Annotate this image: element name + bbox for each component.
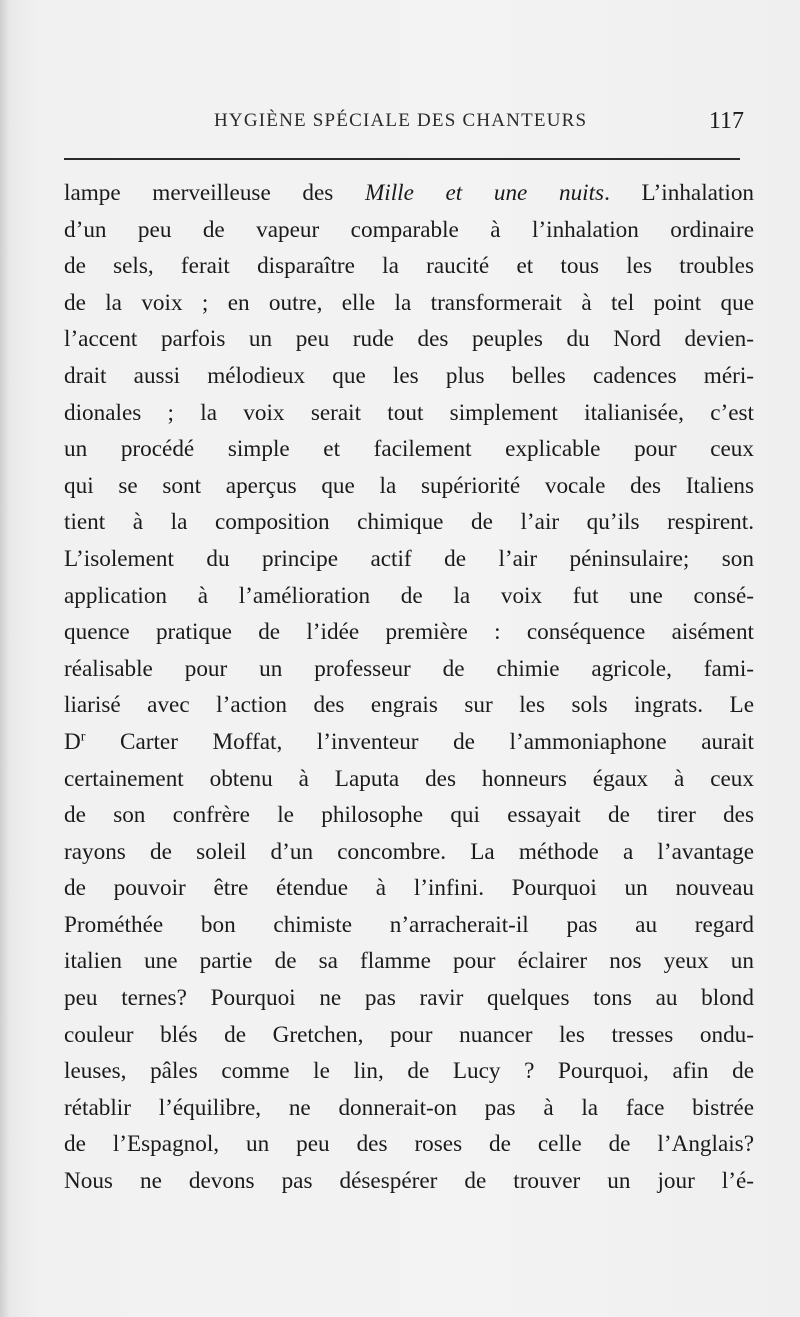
text-line: qui se sont aperçus que la supériorité vocale des Italiens	[64, 472, 754, 499]
text-line: drait aussi mélodieux que les plus belles cadences méri-	[64, 362, 754, 389]
text-line: rayons de soleil d’un concombre. La méthode a l’avantage	[64, 838, 754, 865]
book-title: Mille et une nuits	[364, 180, 605, 206]
text-line: d’un peu de vapeur comparable à l’inhalation ordinaire	[64, 216, 754, 243]
running-title: HYGIÈNE SPÉCIALE DES CHANTEURS	[214, 110, 588, 131]
text-line: italien une partie de sa flamme pour éclairer nos yeux un	[64, 948, 754, 975]
text-line: quence pratique de l’idée première : conséquence aisément	[64, 619, 754, 646]
text-line: leuses, pâles comme le lin, de Lucy ? Pourquoi, afin de	[64, 1058, 754, 1085]
text-line: de sels, ferait disparaître la raucité et tous les troubles	[64, 253, 754, 280]
text-line: certainement obtenu à Laputa des honneurs égaux à ceux	[64, 765, 754, 792]
text-line: Nous ne devons pas désespérer de trouver un jour l’é-	[64, 1168, 754, 1195]
text-line: de pouvoir être étendue à l’infini. Pourquoi un nouveau	[64, 875, 754, 902]
page-header	[64, 108, 744, 138]
text-line: de la voix ; en outre, elle la transformerait à tel point que	[64, 289, 754, 316]
text-line: de son confrère le philosophe qui essayait de tirer des	[64, 802, 754, 829]
text-line: liarisé avec l’action des engrais sur les sols ingrats. Le	[64, 692, 754, 719]
text-line: dionales ; la voix serait tout simplement italianisée, c’est	[64, 399, 754, 426]
header-rule	[64, 158, 740, 160]
text-line: couleur blés de Gretchen, pour nuancer les tresses ondu-	[64, 1021, 754, 1048]
body-text	[64, 175, 754, 1200]
text-line: L’isolement du principe actif de l’air péninsulaire; son	[64, 545, 754, 572]
superscript: r	[80, 729, 86, 745]
text-line: $D^r$ Carter Moffat, l’inventeur de l’ammoniaphone aurait	[64, 728, 754, 755]
text-line: un procédé simple et facilement explicable pour ceux	[64, 436, 754, 463]
text-line: tient à la composition chimique de l’air qu’ils respirent.	[64, 509, 754, 536]
text-line: rétablir l’équilibre, ne donnerait-on pas à la face bistrée	[64, 1094, 754, 1121]
text-line: application à l’amélioration de la voix fut une consé-	[64, 582, 754, 609]
text-line: peu ternes? Pourquoi ne pas ravir quelques tons au blond	[64, 985, 754, 1012]
text-line: réalisable pour un professeur de chimie agricole, fami-	[64, 655, 754, 682]
page-number: 117	[708, 108, 744, 134]
text-line: lampe merveilleuse des Mille et une nuits. L’inhalation	[64, 180, 754, 206]
text-line: de l’Espagnol, un peu des roses de celle de l’Anglais?	[64, 1131, 754, 1158]
text-line: l’accent parfois un peu rude des peuples du Nord devien-	[64, 326, 754, 353]
text-line: Prométhée bon chimiste n’arracherait-il pas au regard	[64, 911, 754, 938]
